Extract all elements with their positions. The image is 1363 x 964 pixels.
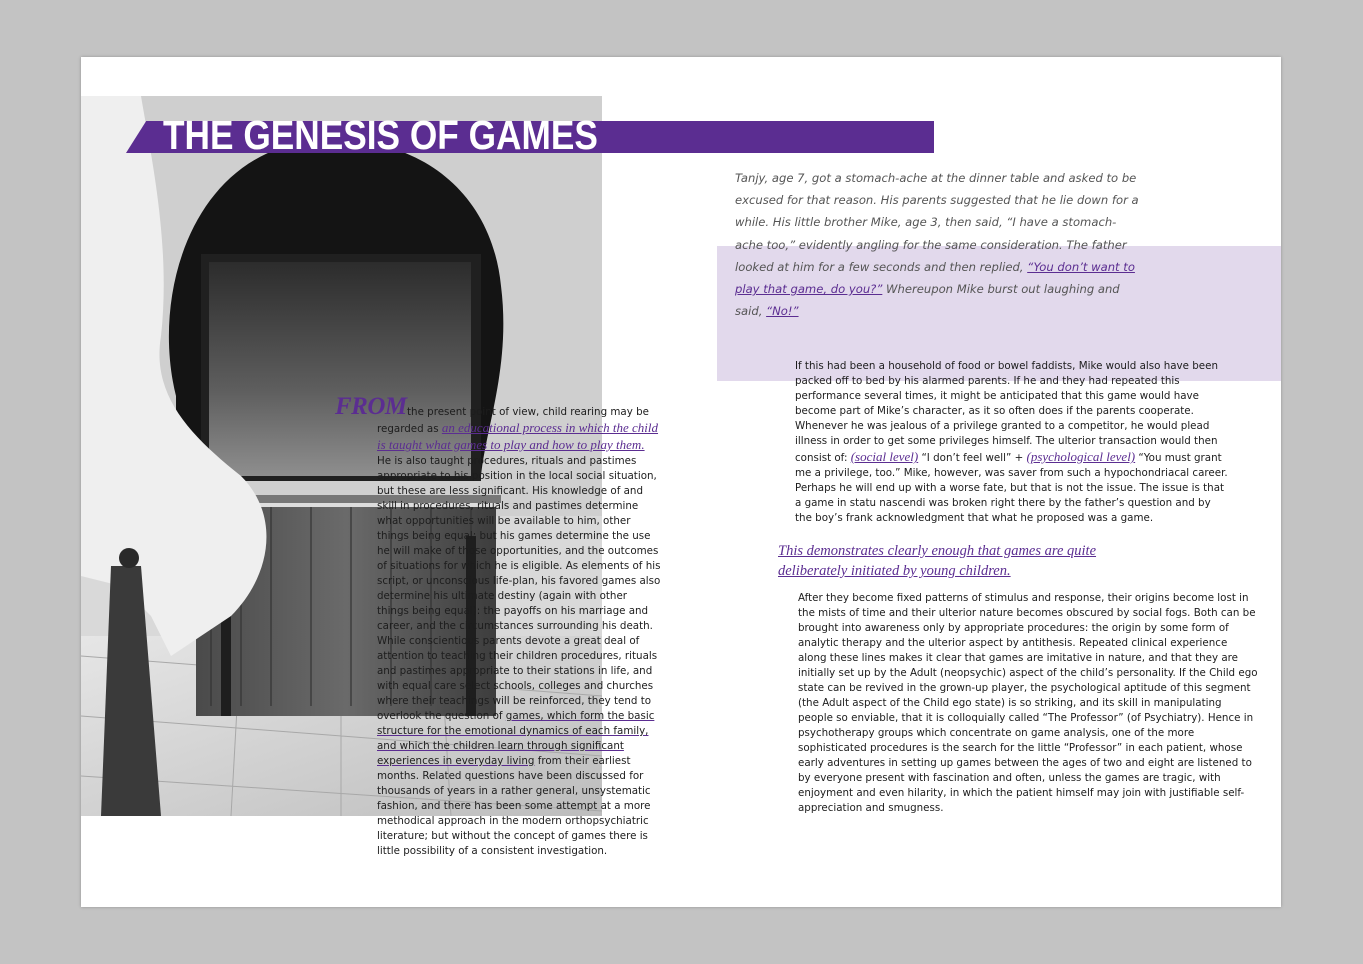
col1-text-c: from their earliest months. Related questions have been discussed for thousands of years in a rather general, unsystematic fashion, and there has been some attempt at a more methodical approach in the modern orthopsychiatric literature; but without the concept of games there is little possibility of a consistent investigation.	[377, 755, 651, 857]
magazine-spread	[81, 57, 1281, 907]
social-level: (social level)	[850, 449, 919, 464]
body-column-right-top	[795, 359, 1229, 526]
intro-text-a: Tanjy, age 7, got a stomach-ache at the dinner table and asked to be excused for that reason. His parents suggested that he lie down for a while. His little brother Mike, age 3, then said, “I have a stomach-ache too,” evidently angling for the same consideration. The father looked at him for a few seconds and then replied,	[735, 171, 1139, 274]
intro-quote-1: “You don’t want to play that game, do you?”	[735, 259, 1135, 297]
col1-text-a: the present point of view, child rearing may be regarded as	[377, 406, 649, 435]
body-column-left	[377, 405, 661, 859]
body-column-right-bottom: After they become fixed patterns of stimulus and response, their origins become lost in the mists of time and their ulterior nature becomes obscured by social fogs. Both can be brought into awareness only by appropriate procedures: the origin by some form of analytic therapy and the ulterior aspect by antithesis. Repeated clinical experience along these lines makes it clear that games are imitative in nature, and that they are initially set up by the Adult (neopsychic) aspect of the child’s personality. If the Child ego state can be revived in the grown-up player, the psychological aptitude of this segment (the Adult aspect of the Child ego state) is so striking, and its skill in manipulating people so enviable, that it is colloquially called “The Professor” (of Psychiatry). Hence in psychotherapy groups which concentrate on game analysis, one of the more sophisticated procedures is the search for the little “Professor” in each patient, whose early adventures in setting up games between the ages of two and eight are listened to by everyone present with fascination and often, unless the games are tragic, with enjoyment and even hilarity, in which the patient himself may join with justifiable self-appreciation and smugness.	[798, 592, 1258, 814]
col1-emphasis: an educational process in which the child is taught what games to play and how to play them.	[377, 420, 659, 452]
col1-underlined: games, which form the basic structure for the emotional dynamics of each family, and which the children learn through significant experiences in everyday living	[377, 710, 655, 767]
col1-text-b: He is also taught procedures, rituals and pastimes appropriate to his position in the local social situation, but these are less significant. His knowledge of and skill in procedures, rituals and pastimes determine what opportunities will be available to him, other things being equal; but his games determine the use he will make of those opportunities, and the outcomes of situations for which he is eligible. As elements of his script, or unconscious life-plan, his favored games also determine his ultimate destiny (again with other things being equal): the payoffs on his marriage and career, and the circumstances surrounding his death. While conscientious parents devote a great deal of attention to teaching their children procedures, rituals and pastimes appropriate to their stations in life, and with equal care select schools, colleges and churches where their teachings will be reinforced, they tend to overlook the question of	[377, 455, 661, 722]
psychological-level: (psychological level)	[1026, 449, 1136, 464]
intro-anecdote	[735, 167, 1139, 322]
drop-word: FROM	[335, 393, 407, 420]
col2-text-c: “You must grant me a privilege, too.” Mike, however, was saver from such a hypochondriacal career. Perhaps he will end up with a worse fate, but that is not the issue. The issue is that a game in statu nascendi was broken right there by the father’s question and by the boy’s frank acknowledgment that what he proposed was a game.	[795, 452, 1228, 524]
col2-text-a: If this had been a household of food or bowel faddists, Mike would also have been packed off to bed by his alarmed parents. If he and they had repeated this performance several times, it might be anticipated that this game would have become part of Mike’s character, as it so often does if the parents cooperate. Whenever he was jealous of a privilege granted to a competitor, he would plead illness in order to get some privileges himself. The ulterior transaction would then consist of:	[795, 360, 1218, 464]
intro-text-b: Whereupon Mike burst out laughing and said,	[735, 282, 1120, 319]
page-title: THE GENESIS OF GAMES	[163, 112, 598, 158]
intro-quote-2: “No!”	[766, 304, 799, 319]
pull-quote: This demonstrates clearly enough that games are quite deliberately initiated by young children.	[778, 543, 1097, 579]
col2-text-b: “I don’t feel well” +	[918, 452, 1027, 464]
